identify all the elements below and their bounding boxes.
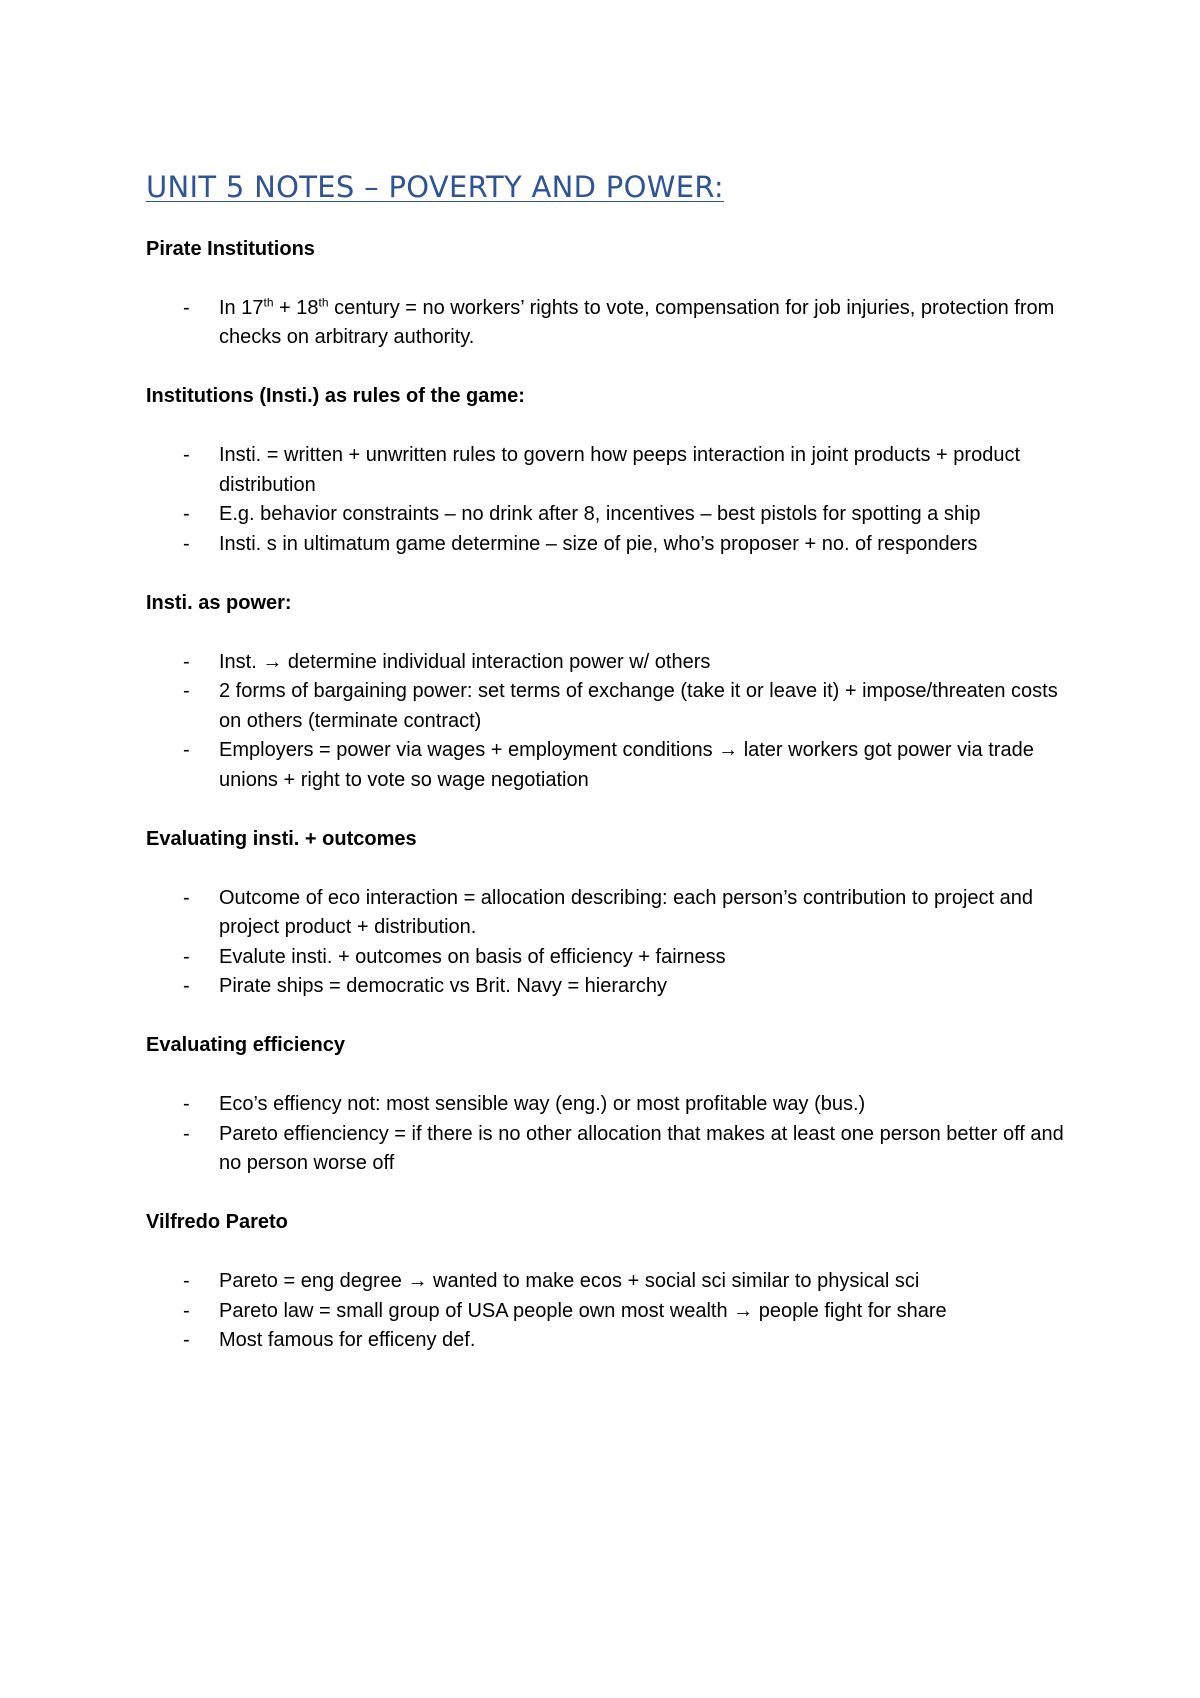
list-item-text: Inst. → determine individual interaction power w/ others	[219, 650, 711, 673]
bullet-dash: -	[183, 1093, 190, 1116]
list-item	[146, 530, 1080, 560]
list-item	[146, 943, 1080, 973]
list-item	[146, 648, 1080, 678]
list-item-text: Pareto = eng degree → wanted to make ecos + social sci similar to physical sci	[219, 1270, 920, 1293]
list-item	[146, 500, 1080, 530]
bullet-list	[146, 1090, 1080, 1179]
bullet-list	[146, 1267, 1080, 1356]
notes-section	[146, 235, 1080, 353]
list-item-text: Pirate ships = democratic vs Brit. Navy = hierarchy	[219, 975, 667, 998]
notes-section	[146, 589, 1080, 796]
bullet-list	[146, 441, 1080, 559]
section-heading: Institutions (Insti.) as rules of the game:	[146, 385, 525, 408]
bullet-dash: -	[183, 296, 190, 319]
list-item-text: Insti. = written + unwritten rules to govern how peeps interaction in joint products + product distribution	[219, 444, 1020, 496]
notes-section	[146, 825, 1080, 1002]
section-heading: Vilfredo Pareto	[146, 1211, 288, 1234]
list-item	[146, 1297, 1080, 1327]
list-item-text: Outcome of eco interaction = allocation describing: each person’s contribution to project and project product + distribution.	[219, 886, 1034, 939]
bullet-dash: -	[183, 945, 190, 968]
notes-section	[146, 1031, 1080, 1179]
list-item	[146, 884, 1080, 943]
section-heading: Pirate Institutions	[146, 237, 315, 260]
page-title: UNIT 5 NOTES – POVERTY AND POWER:	[146, 170, 724, 204]
bullet-dash: -	[183, 1329, 190, 1352]
notes-section	[146, 382, 1080, 559]
notes-body	[146, 235, 1080, 1356]
section-heading: Evaluating insti. + outcomes	[146, 827, 417, 850]
list-item	[146, 677, 1080, 736]
bullet-dash: -	[183, 739, 190, 762]
list-item-text: In 17th + 18th century = no workers’ rights to vote, compensation for job injuries, protection from checks on arbitrary authority.	[219, 295, 1055, 349]
list-item	[146, 736, 1080, 795]
list-item	[146, 294, 1080, 353]
bullet-list	[146, 294, 1080, 353]
list-item-text: Pareto effienciency = if there is no other allocation that makes at least one person better off and no person worse off	[219, 1122, 1064, 1175]
list-item-text: Most famous for efficeny def.	[219, 1329, 476, 1352]
list-item	[146, 1090, 1080, 1120]
section-heading: Insti. as power:	[146, 591, 292, 614]
list-item-text: Pareto law = small group of USA people own most wealth → people fight for share	[219, 1299, 947, 1322]
list-item-text: Employers = power via wages + employment conditions → later workers got power via trade unions + right to vote so wage negotiation	[219, 739, 1034, 791]
list-item-text: E.g. behavior constraints – no drink after 8, incentives – best pistols for spotting a ship	[219, 503, 981, 526]
list-item	[146, 1267, 1080, 1297]
bullet-list	[146, 884, 1080, 1002]
bullet-dash: -	[183, 680, 190, 703]
bullet-dash: -	[183, 503, 190, 526]
list-item	[146, 1326, 1080, 1356]
bullet-dash: -	[183, 444, 190, 467]
notes-section	[146, 1208, 1080, 1356]
bullet-dash: -	[183, 1270, 190, 1293]
bullet-list	[146, 648, 1080, 796]
bullet-dash: -	[183, 650, 190, 673]
list-item	[146, 1120, 1080, 1179]
list-item-text: Insti. s in ultimatum game determine – size of pie, who’s proposer + no. of responders	[219, 532, 978, 555]
list-item-text: Eco’s effiency not: most sensible way (eng.) or most profitable way (bus.)	[219, 1093, 866, 1116]
bullet-dash: -	[183, 886, 190, 909]
bullet-dash: -	[183, 1122, 190, 1145]
list-item-text: 2 forms of bargaining power: set terms of exchange (take it or leave it) + impose/threaten costs on others (terminate contract)	[219, 680, 1058, 732]
bullet-dash: -	[183, 532, 190, 555]
list-item	[146, 972, 1080, 1002]
section-heading: Evaluating efficiency	[146, 1034, 345, 1057]
list-item-text: Evalute insti. + outcomes on basis of efficiency + fairness	[219, 945, 726, 968]
list-item	[146, 441, 1080, 500]
bullet-dash: -	[183, 975, 190, 998]
bullet-dash: -	[183, 1299, 190, 1322]
